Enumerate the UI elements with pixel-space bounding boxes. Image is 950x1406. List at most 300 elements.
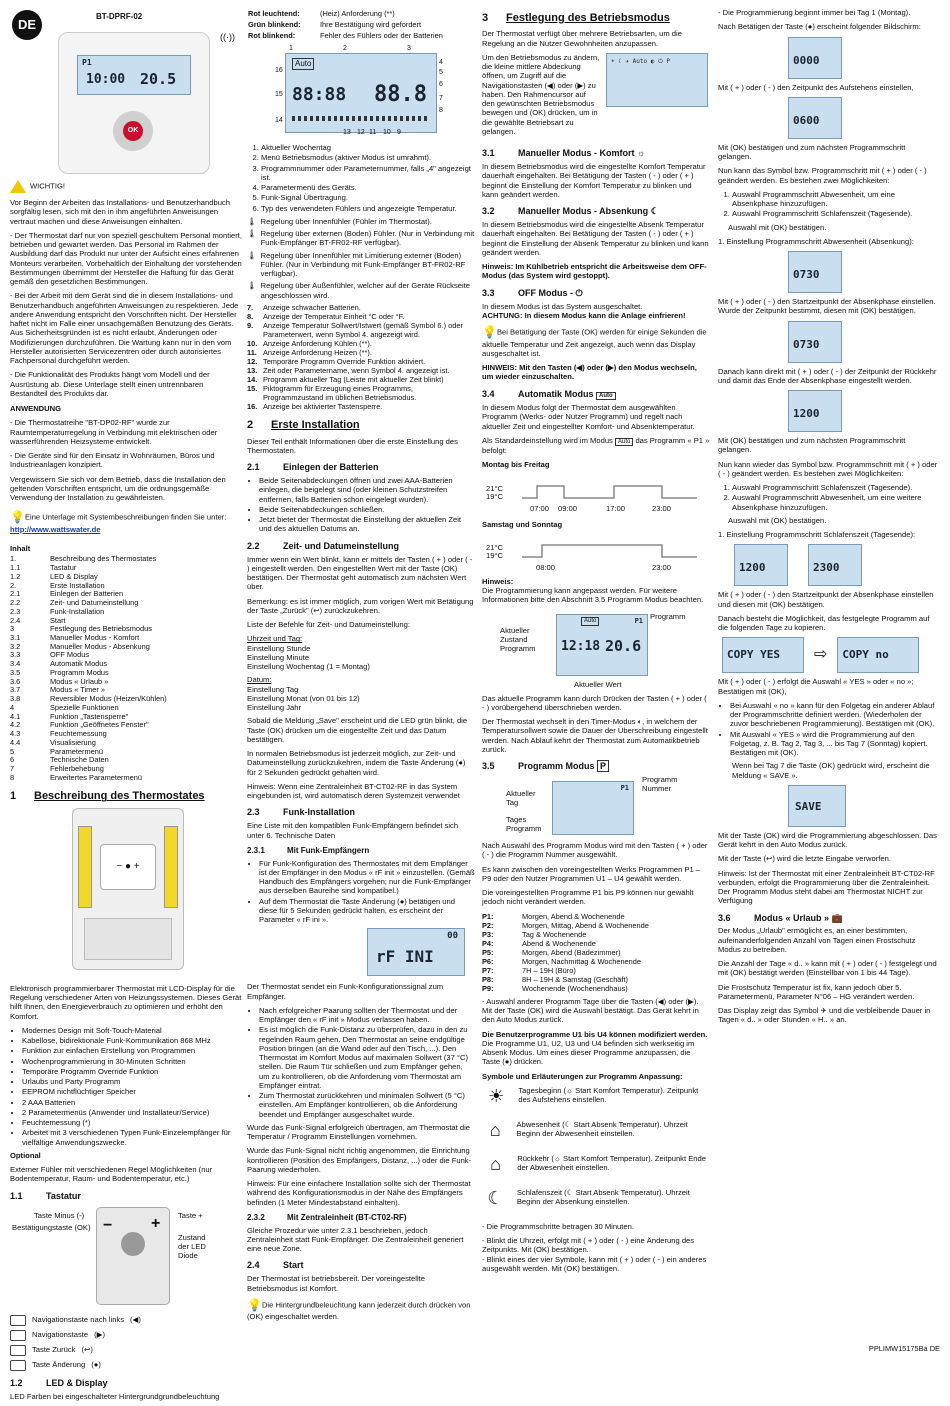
- doc-note-text: Eine Unterlage mit Systembeschreibungen finden Sie unter:: [24, 512, 227, 522]
- program-row: [482, 984, 710, 993]
- program-key: P3:: [482, 929, 494, 939]
- sec231-heading: 2.3.1 Mit Funk-Empfängern: [247, 845, 370, 855]
- feature-item: • Modernes Design mit Soft-Touch-Material: [22, 1026, 242, 1035]
- we-temp-high: 21°C: [486, 542, 503, 552]
- toc-row: [10, 608, 242, 617]
- toc-row: [10, 643, 242, 652]
- toc-num: 1.2: [10, 571, 21, 581]
- led-state-key: Rot leuchtend:: [248, 9, 300, 18]
- display-item-2-text: Anzeige bei aktivierter Tastensperre.: [263, 402, 383, 412]
- we-temp-low: 19°C: [486, 550, 503, 560]
- sec34-p2a: Als Standardeinstellung wird im Modus: [482, 435, 613, 445]
- sec35-p8: - Blinkt eines der vier Symbole, kann mit ( + ) oder ( - ) ein anderes ausgewählt werden. Mit (OK) bestätigen.: [482, 1254, 707, 1273]
- program-step-text: Schlafenszeit (☾ Start Absenk Temperatur). Uhrzeit Beginn der Absenkung einstellen.: [516, 1187, 690, 1207]
- display-item-2-num: 11.: [247, 348, 257, 357]
- program-desc: Wochenende (Wochenendhaus): [522, 983, 628, 993]
- rf-step: • Auf dem Thermostat die Taste Änderung (●) betätigen und diese für 5 Sekunden gedrückt halten, es erscheint der Parameter « rF ini ».: [259, 897, 475, 925]
- sec22-p6: Hinweis: Wenn eine Zentraleinheit BT-CT02-RF in das System eingebunden ist, wird automatisch deren Systemzeit verwendet: [247, 781, 460, 801]
- toc-label: Start: [50, 615, 66, 625]
- toc-num: 1.1: [10, 563, 21, 573]
- wk-time-2: 09:00: [558, 503, 578, 513]
- sec2-heading: 2 Erste Installation: [247, 419, 360, 432]
- sec35-p4: - Auswahl anderer Programm Tage über die Tasten (◀) oder (▶). Mit der Taste (OK) wird die Auswahl bestätigt. Das Gerät kehrt in den Auto Modus zurück.: [482, 996, 699, 1025]
- weekday-schedule: [482, 472, 710, 516]
- toc-label: Spezielle Funktionen: [50, 702, 119, 712]
- display-item: 6. Typ des verwendeten Fühlers und angezeigte Temperatur.: [261, 204, 475, 213]
- feature-item: • EEPROM nichtflüchtiger Speicher: [22, 1087, 242, 1096]
- keypad-ok-button[interactable]: [121, 1232, 145, 1256]
- toc-label: Funktion „Geöffnetes Fenster": [50, 720, 149, 730]
- thermometer-icon: 🌡: [247, 281, 257, 291]
- sec232-heading: 2.3.2 Mit Zentraleinheit (BT-CT02-RF): [247, 1212, 407, 1222]
- display-item-2-row: [247, 312, 475, 321]
- label-nummer: Programm Nummer: [642, 775, 678, 794]
- lightbulb-icon-2: 💡: [247, 1297, 262, 1312]
- date-title: Datum:: [247, 675, 272, 685]
- sensor-type-row: [247, 281, 475, 300]
- toc-num: 2.1: [10, 589, 21, 599]
- sec36-heading: 3.6 Modus « Urlaub » 💼: [718, 912, 843, 923]
- keypad-body: [96, 1207, 170, 1305]
- display-item-2-text: Temporäre Programm Override Funktion aktiviert.: [263, 357, 426, 367]
- feature-item: • 2 Parametermenüs (Anwender und Installateur/Service): [22, 1108, 242, 1117]
- thermostat-image: [58, 32, 210, 174]
- back-key-icon: [10, 1345, 26, 1356]
- toc-row: [10, 651, 242, 660]
- option-item: 1. Auswahl Programmschritt Abwesenheit, um eine Absenkphase hinzuzufügen.: [732, 190, 940, 209]
- sec34-p4: Der Thermostat wechselt in den Timer-Modus ◐, in welchem der Temperatursollwert sowie die Dauer der Überschreibung eingestellt werden. Nach Ablauf kehrt der Thermostat zum Automatikbetrieb zurück.: [482, 717, 708, 754]
- program-key: P4:: [482, 938, 494, 948]
- toc-label: Fehlerbehebung: [50, 764, 104, 773]
- led-state-key: Grün blinkend:: [248, 20, 301, 30]
- lcd-copy-no: COPY no: [837, 637, 919, 673]
- toc-label: Manueller Modus - Absenkung: [50, 641, 150, 651]
- sec22-p1: Immer wenn ein Wert blinkt, kann er mittels der Tasten ( + ) oder ( - ) eingestellt werden. Den eingestellten Wert mit der Taste (OK) bestätigen. Der Thermostat geht automatisch zum nächsten Wert über.: [247, 554, 473, 592]
- rf-check-steps: [247, 1006, 475, 1119]
- toc-row: [10, 678, 242, 687]
- toc-row: [10, 669, 242, 678]
- display-item-2-num: 13.: [247, 366, 258, 376]
- display-item-2-num: 7.: [247, 302, 254, 312]
- sec35-p7: - Blinkt die Uhrzeit, erfolgt mit ( + ) oder ( - ) eine Änderung des Zeitpunkts. Mit (OK) bestätigen.: [482, 1236, 695, 1255]
- features-list: [10, 1026, 242, 1147]
- feature-item: • Feuchtemessung (*): [22, 1118, 242, 1127]
- callout-13: 13: [343, 129, 351, 137]
- display-item-2-row: [247, 303, 475, 312]
- sec32-hint: Hinweis: Im Kühlbetrieb entspricht die Arbeitsweise dem OFF-Modus (das System wird gestoppt).: [482, 262, 707, 281]
- battery-steps: [247, 476, 475, 534]
- date-item: Einstellung Tag: [247, 684, 299, 694]
- minus-button[interactable]: −: [103, 1216, 113, 1234]
- led-state-key: Rot blinkend:: [248, 31, 296, 41]
- sec23-heading: 2.3 Funk-Installation: [247, 807, 355, 818]
- diag-auto: Auto: [581, 617, 599, 626]
- toc-num: 3.7: [10, 685, 21, 695]
- ok-button[interactable]: OK: [123, 121, 143, 141]
- c4-p13: 1. Einstellung Programmschritt Schlafenszeit (Tagesende):: [718, 530, 916, 539]
- c4-p3: Mit ( + ) oder ( - ) den Zeitpunkt des Aufstehens einstellen,: [718, 82, 914, 92]
- display-item: 3. Programmnummer oder Parameternummer, falls „4" angezeigt ist.: [261, 164, 475, 183]
- toc-num: 5: [10, 746, 15, 756]
- thermometer-icon: 🌡: [247, 229, 257, 239]
- display-item: 5. Funk-Signal Übertragung.: [261, 193, 475, 202]
- program-desc: Morgen, Mittag, Abend & Wochenende: [522, 920, 649, 930]
- auto-icon-2: Auto: [615, 438, 633, 446]
- toc-label: Reversibler Modus (Heizen/Kühlen): [50, 694, 167, 704]
- battery-right: [164, 826, 178, 908]
- program-row: [482, 930, 710, 939]
- sensor-type-text: Regelung über Innenfühler mit Limitierung externer (Boden) Fühler. (Nur in Verbindung mit Funk-Empfänger BT-FR02-RF verfügbar).: [260, 250, 466, 279]
- c4-p8: Mit ( + ) oder ( - ) den Startzeitpunkt der Absenkphase einstellen. Wurde der Zeitpunkt bestimmt, diesen mit (OK) bestätigen.: [718, 297, 936, 316]
- program-row: [482, 948, 710, 957]
- sec33b-p2: HINWEIS: Mit den Tasten (◀) oder (▶) den Modus wechseln, um wieder einzuschalten.: [482, 363, 697, 382]
- ok-label: Bestätigungstaste (OK): [12, 1222, 91, 1232]
- toc-num: 3.1: [10, 632, 21, 642]
- feature-item: • Temporäre Programm Override Funktion: [22, 1067, 242, 1076]
- program-desc: Abend & Wochenende: [522, 938, 596, 948]
- program-key: P9:: [482, 983, 494, 993]
- c4-p20: Hinweis: Ist der Thermostat mit einer Zentraleinheit BT-CT02-RF verbunden, erfolgt die Programmierung über die Zentraleinheit. Der Programm Modus steht dabei am Thermostat NICHT zur Verfügung: [718, 868, 935, 906]
- toc-row: [10, 695, 242, 704]
- feature-item: • Wochenprogrammierung in 30-Minuten Schritten: [22, 1057, 242, 1066]
- sec35-heading: 3.5 Programm Modus P: [482, 761, 710, 772]
- we-time-1: 08:00: [536, 562, 556, 572]
- sec35-p5-title: Die Benutzerprogramme U1 bis U4 können modifiziert werden.: [482, 1029, 708, 1039]
- toc-row: [10, 774, 242, 783]
- suitcase-icon: 💼: [831, 912, 843, 923]
- date-item: Einstellung Monat (von 01 bis 12): [247, 693, 360, 703]
- optional-text: Externer Fühler mit verschiedenen Regel Möglichkeiten (nur Bodentemperatur, Raum- und Bodentemperatur, etc.): [10, 1165, 213, 1184]
- warning-icon: [10, 180, 26, 193]
- led-state-value: Fehler des Fühlers oder der Batterien: [320, 31, 443, 41]
- program-desc: Tag & Wochenende: [522, 929, 587, 939]
- language-badge: DE: [12, 10, 42, 40]
- sec34-p2b: das Programm « P1 » befolgt:: [482, 435, 710, 456]
- display-item-2-row: [247, 402, 475, 411]
- toc-label: Visualisierung: [50, 737, 96, 747]
- c4-p19: Mit der Taste (↩) wird die letzte Eingabe verworfen.: [718, 854, 891, 864]
- toc-label: Modus « Urlaub »: [50, 676, 109, 686]
- weekend-profile: [522, 531, 702, 563]
- anwendung-title: ANWENDUNG: [10, 404, 62, 413]
- c4-p7: 1. Einstellung Programmschritt Abwesenheit (Absenkung):: [718, 236, 914, 246]
- display-item-2-text: Zeit oder Parametername, wenn Symbol 4. angezeigt ist.: [263, 366, 450, 376]
- rf-check-step: • Zum Thermostat zurückkehren und minimalen Sollwert (5 °C) einstellen. Am Empfänger kontrollieren, ob die Anforderung beendet und Empfänger ausgeschaltet wurde.: [259, 1091, 475, 1119]
- sec22-p4: Sobald die Meldung „Save" erscheint und die LED grün blinkt, die Taste (OK) drücken um die eingestellte Zeit und das Datum bestätigen.: [247, 716, 468, 744]
- diagram-temp: 88.8: [374, 82, 427, 108]
- plus-label: Taste +: [178, 1210, 203, 1220]
- label-tages: Tages Programm: [506, 815, 542, 834]
- lcd-step-4: 0730: [788, 321, 842, 363]
- program-desc: Morgen, Abend & Wochenende: [522, 911, 625, 921]
- sec35-p1: Nach Auswahl des Programm Modus wird mit den Tasten ( + ) oder ( - ) die Programm Nummer ausgewählt.: [482, 841, 708, 860]
- copy-item: • Mit Auswahl « YES » wird die Programmierung auf den Folgetag, z. B. Tag 2, Tag 3, ... bis Tag 7 (Sonntag) kopiert. Bestätigen mit (OK).: [730, 730, 940, 758]
- copy-items: [718, 701, 940, 758]
- sec35-p3: Die voreingestellten Programme P1 bis P9 können nur gewählt jedoch nicht verändert werden.: [482, 888, 694, 907]
- sec36-p3: Die Frostschutz Temperatur ist fix, kann jedoch über 5. Parametermenü, Parameter N°06 – HG verändert werden.: [718, 982, 915, 1001]
- display-item-2-num: 12.: [247, 357, 258, 367]
- sensor-type-row: [247, 229, 475, 248]
- weekday-profile: [522, 472, 702, 504]
- anwendung-p3: Vergewissern Sie sich vor dem Betrieb, dass die Installation den geltenden Vorschriften entspricht, um die ordnungsgemäße Verwendung der Installation zu gewährleisten.: [10, 474, 226, 502]
- radio-signal-icon: ((·)): [220, 32, 235, 42]
- sec33-warn: ACHTUNG: In diesem Modus kann die Anlage einfrieren!: [482, 310, 686, 320]
- change-key-icon: [10, 1360, 26, 1371]
- symbols-list: [482, 1086, 710, 1212]
- sec11-heading: 1.1 Tastatur: [10, 1190, 81, 1201]
- sec1-heading: 1 Beschreibung des Thermostates: [10, 790, 205, 803]
- lcd-step-5: 1200: [788, 390, 842, 432]
- time-item: Einstellung Minute: [247, 652, 310, 662]
- label-programm: Programm: [650, 611, 686, 621]
- callout-10: 10: [383, 129, 391, 137]
- warning-p1: Vor Beginn der Arbeiten das Installations- und Benutzerhandbuch sorgfältig lesen, sich mit den in ihm angeführten Anweisungen vertraut machen und diese Anweisungen einhalten.: [10, 198, 230, 226]
- c4-p16: Mit ( + ) oder ( - ) erfolgt die Auswahl « YES » oder « no »; Bestätigen mit (OK),: [718, 677, 914, 696]
- comfort-icon: ☼: [637, 148, 646, 159]
- callout-2: 2: [343, 45, 347, 53]
- wk-time-1: 07:00: [530, 503, 550, 513]
- display-item-2-text: Anzeige schwacher Batterien.: [263, 302, 361, 312]
- device-temp: 20.5: [140, 70, 177, 88]
- doc-link[interactable]: http://www.wattswater.de: [10, 524, 101, 534]
- toc-label: Manueller Modus - Komfort: [50, 632, 140, 642]
- toc-num: 3.6: [10, 676, 21, 686]
- sec36-p4: Das Display zeigt das Symbol ✈ und die verbleibende Dauer in Tagen « d.. » oder Stunden « H.. » an.: [718, 1006, 931, 1025]
- toc-label: Funk-Installation: [50, 606, 105, 616]
- program-step-icon: ☾: [487, 1187, 504, 1208]
- warning-p4: - Die Funktionalität des Produkts hängt vom Modell und der Ausrüstung ab. Diese Unterlage stellt einen untrennbaren Bestandteil des Produkts dar.: [10, 370, 210, 398]
- weekend-schedule: [482, 531, 710, 575]
- toc-label: Programm Modus: [50, 667, 109, 677]
- sec34-hint: Die Programmierung kann angepasst werden. Für weitere Informationen bitte den Abschnitt 3.5 Programm Modus beachten.: [482, 586, 704, 605]
- lcd-save: SAVE: [788, 785, 846, 827]
- lightbulb-icon-3: 💡: [482, 325, 497, 340]
- program-desc: Morgen, Nachmittag & Wochenende: [522, 956, 642, 966]
- toc-label: Automatik Modus: [50, 659, 108, 669]
- diag-temp: 20.6: [605, 636, 642, 655]
- display-item-2-row: [247, 357, 475, 366]
- toc-num: 2.: [10, 580, 17, 590]
- program-key: P7:: [482, 965, 494, 975]
- power-icon: ⏻: [575, 287, 583, 298]
- date-item: Einstellung Jahr: [247, 703, 302, 713]
- callout-12: 12: [357, 129, 365, 137]
- display-item-2-num: 14.: [247, 375, 258, 385]
- sec36-p1: Der Modus „Urlaub" ermöglicht es, an einer bestimmten, aufeinanderfolgenden Anzahl von Tagen einen Frostschutz Modus zu betreiben.: [718, 926, 916, 954]
- display-item-2-row: [247, 366, 475, 375]
- sec12-heading: 1.2 LED & Display: [10, 1377, 108, 1388]
- callout-5: 5: [439, 69, 443, 77]
- warning-p3: - Bei der Arbeit mit dem Gerät sind die in diesem Installations- und Benutzerhandbuch angeführten Anweisungen zu respektieren. Jede andere Anwendung entspricht den Vorschriften nicht. Der Hersteller haftet nicht im Falle einer unsachgemäßen Benutzung des Geräts. Aus Sicherheitsgründen ist es nicht erlaubt, Änderungen oder Modifizierungen durchzuführen. Die Wartung kann nur in den vom Hersteller autorisierten Servicezentren oder durch autorisiertes Fachpersonal durchgeführt werden.: [10, 291, 239, 365]
- auto-icon: Auto: [596, 392, 616, 400]
- program-row: [482, 939, 710, 948]
- sec22-p5: In normalen Betriebsmodus ist jederzeit möglich, zur Zeit- und Datumeinstellung zurückzukehren, indem die Taste Änderung (●) für 2 Sekunden gedrückt gehalten wird.: [247, 749, 466, 777]
- display-item-2-text: Programm aktueller Tag (Leiste mit aktueller Zeit blinkt): [263, 375, 444, 385]
- sec24-p1: Der Thermostat ist betriebsbereit. Der voreingestellte Betriebsmodus ist Komfort.: [247, 1274, 425, 1293]
- toc-num: 4: [10, 702, 15, 712]
- c4-p14: Mit ( + ) oder ( - ) den Startzeitpunkt der Absenkphase einstellen und diesen mit (OK) bestätigen.: [718, 590, 934, 609]
- display-item-2-row: [247, 321, 475, 339]
- program-icon: P: [597, 760, 609, 772]
- display-item: 1. Aktueller Wochentag: [261, 143, 475, 152]
- anwendung-p1: - Die Thermostatreihe "BT-DP02-RF" wurde zur Raumtemperaturregelung in Verbindung mit elektrischen oder wasserführenden Heizsysteme entwickelt.: [10, 418, 218, 446]
- program-mode-diagram: [482, 775, 710, 841]
- c4-p2: Nach Betätigen der Taste (●) erscheint folgender Bildschirm:: [718, 22, 921, 32]
- toc-num: 3: [10, 624, 15, 634]
- device-lcd: [77, 55, 191, 95]
- rf-init-lcd: 00 rF INI: [367, 928, 465, 976]
- feature-item: • Funktion zur einfachen Erstellung von Programmen: [22, 1046, 242, 1055]
- toc-label: OFF Modus: [50, 650, 90, 660]
- callout-7: 7: [439, 95, 443, 103]
- display-item-2-num: 15.: [247, 384, 258, 394]
- toc-row: [10, 555, 242, 564]
- display-item-2-num: 10.: [247, 338, 258, 348]
- c4-p1: - Die Programmierung beginnt immer bei Tag 1 (Montag).: [718, 8, 911, 17]
- sec24-p2: Die Hintergrundbeleuchtung kann jederzeit durch drücken von (OK) eingeschaltet werden.: [247, 1300, 471, 1322]
- toc-num: 8: [10, 772, 15, 782]
- time-title: Uhrzeit und Tag:: [247, 634, 303, 644]
- toc-num: 3.4: [10, 659, 21, 669]
- date-items: [247, 685, 475, 713]
- callout-1: 1: [289, 45, 293, 53]
- battery-step: • Beide Seitenabdeckungen schließen.: [259, 505, 475, 514]
- program-row: [482, 912, 710, 921]
- program-list: [482, 912, 710, 993]
- toc-row: [10, 756, 242, 765]
- toc-num: 3.3: [10, 650, 21, 660]
- program-step-text: Abwesenheit (☾ Start Absenk Temperatur). Uhrzeit Beginn der Abwesenheit einstellen.: [516, 1119, 688, 1139]
- callout-14: 14: [275, 117, 283, 125]
- sec23-p1: Eine Liste mit den kompatiblen Funk-Empfängern befindet sich unter 6. Technische Daten: [247, 821, 459, 840]
- minus-label: Taste Minus (-): [34, 1210, 85, 1220]
- thermostat-open-image: [10, 808, 242, 978]
- c4-p12: Auswahl mit (OK) bestätigen.: [728, 515, 827, 525]
- rf-check-step: • Nach erfolgreicher Paarung sollten der Thermostat und der Empfänger den « rF init » Modus verlassen haben.: [259, 1006, 475, 1025]
- options-list-1: [718, 190, 940, 219]
- column-1: [10, 180, 242, 1406]
- callout-9: 9: [397, 129, 401, 137]
- program-row: [482, 957, 710, 966]
- battery-step: • Jetzt bietet der Thermostat die Einstellung der aktuellen Zeit und des aktuellen Datums an.: [259, 515, 475, 534]
- c4-p17: Wenn bei Tag 7 die Taste (OK) gedrückt wird, erscheint die Meldung « SAVE ».: [732, 761, 930, 780]
- sec32-text: In diesem Betriebsmodus wird die eingestellte Absenk Temperatur dauerhaft eingehalten. Bei Betätigung der Tasten ( - ) oder ( + ) beginnt die Einstellung der Absenk Temperatur zu blinken und kann geändert werden.: [482, 220, 709, 257]
- sec3-p1: Der Thermostat verfügt über mehrere Betriebsarten, um die Regelung an die Nutzer Gewohnheiten anzupassen.: [482, 29, 682, 48]
- arrow-icon: ⇨: [814, 646, 828, 664]
- program-step-icon: ⌂: [490, 1153, 502, 1174]
- toc-row: [10, 599, 242, 608]
- feature-item: • Urlaubs und Party Programm: [22, 1077, 242, 1086]
- label-wert: Aktueller Wert: [574, 679, 622, 689]
- toc-label: Erweitertes Parametermenü: [50, 772, 143, 782]
- anwendung-p2: - Die Geräte sind für den Einsatz in Wohnräumen, Büros und Industrieanlagen konzipiert.: [10, 451, 215, 470]
- lcd-copy-yes: COPY YES: [722, 637, 804, 673]
- toc-num: 2.4: [10, 615, 21, 625]
- sec34-p3: Das aktuelle Programm kann durch Drücken der Tasten ( + ) oder ( - ) vorübergehend überschrieben werden.: [482, 693, 707, 712]
- legend-right: Navigationstaste (▶): [10, 1330, 242, 1341]
- display-item-2-row: [247, 375, 475, 384]
- led-state-row: [247, 8, 444, 19]
- program-row: [482, 921, 710, 930]
- program-key: P6:: [482, 956, 494, 966]
- display-items-2: [247, 303, 475, 411]
- rf-steps: [247, 859, 475, 925]
- sec35-p2: Es kann zwischen den voreingestellten Werks Programmen P1 – P9 oder den Nutzer Programmen U1 – U4 gewählt werden.: [482, 864, 701, 883]
- sec22-p2: Bemerkung: es ist immer möglich, zum vorigen Wert mit Betätigung der Taste „Zurück" (↩) zurückzukehren.: [247, 596, 474, 615]
- device-prog: P1: [82, 58, 92, 67]
- sec23-p6: Gleiche Prozedur wie unter 2.3.1 beschrieben, jedoch Zentraleinheit statt Funk-Empfänger. Die Zentraleinheit generiert eine neue Zone.: [247, 1225, 464, 1254]
- toc-table: [10, 555, 242, 782]
- time-item: Einstellung Wochentag (1 = Montag): [247, 662, 370, 672]
- device-time: 10:00: [86, 72, 126, 87]
- sensor-types: [247, 217, 475, 300]
- options-list-2: [718, 483, 940, 512]
- sec23-p4: Wurde das Funk-Signal nicht richtig angenommen, die Einrichtung kontrollieren (Position des Empfängers, Distanz, ...) oder die Funk-Paarung wiederholen.: [247, 1146, 472, 1174]
- display-item-2-text: Anzeige Temperatur Sollwert/Istwert (gemäß Symbol 6.) oder Parameterwert, wenn Symbol 4. angezeigt wird.: [263, 320, 463, 339]
- legend-back: Taste Zurück (↩): [10, 1345, 242, 1356]
- time-item: Einstellung Stunde: [247, 643, 311, 653]
- option-item: 2. Auswahl Programmschritt Schlafenszeit (Tagesende).: [732, 209, 940, 218]
- diagram-mode-auto: Auto: [292, 58, 314, 70]
- display-item-2-row: [247, 348, 475, 357]
- c4-p6: Auswahl mit (OK) bestätigen.: [728, 222, 827, 232]
- sec24-heading: 2.4 Start: [247, 1260, 304, 1271]
- plus-button[interactable]: +: [151, 1214, 161, 1232]
- callout-16: 16: [275, 67, 283, 75]
- mode-select-lcd: ☀ ☾ ✈ Auto ◐ ⏻ P: [606, 53, 708, 107]
- weekday-title: Montag bis Freitag: [482, 460, 550, 470]
- c4-p11: Nun kann wieder das Symbol bzw. Programmschritt mit ( + ) oder ( - ) geändert werden. Es bestehen zwei Möglichkeiten:: [718, 459, 938, 478]
- thermometer-icon: 🌡: [247, 216, 257, 226]
- sec33b-p1: Bei Betätigung der Taste (OK) werden für einige Sekunden die aktuelle Temperatur und Zeit angezeigt, auch wenn das Display ausgeschaltet ist.: [482, 327, 707, 358]
- sec23-p2: Der Thermostat sendet ein Funk-Konfigurationssignal zum Empfänger.: [247, 982, 444, 1001]
- option-item: 2. Auswahl Programmschritt Abwesenheit, um eine weitere Absenkphase hinzuzufügen.: [732, 493, 940, 512]
- sec34-hint-title: Hinweis:: [482, 576, 514, 586]
- toc-num: 3.8: [10, 694, 21, 704]
- toc-label: Feuchtemessung: [50, 729, 107, 739]
- column-2: [247, 8, 475, 1327]
- sec36-p2: Die Anzahl der Tage « d.. » kann mit ( + ) oder ( - ) festgelegt und mit (OK) bestätigt werden (Einstellbar von 1 bis 44 Tage).: [718, 959, 937, 978]
- sec32-heading: 3.2 Manueller Modus - Absenkung ☾: [482, 206, 659, 217]
- display-item-2-row: [247, 384, 475, 402]
- prog-lcd-num: P1: [620, 784, 629, 793]
- display-item-2-num: 9.: [247, 320, 254, 330]
- sec35-p5: Die Programme U1, U2, U3 und U4 befinden sich werkseitig im Absenk Modus. Um eines dieser Programme anzupassen, die Taste (●) drücken.: [482, 1038, 695, 1067]
- display-item-2-row: [247, 339, 475, 348]
- toc-label: Modus « Timer »: [50, 685, 106, 695]
- toc-num: 1.: [10, 554, 17, 564]
- sensor-type-text: Regelung über externen (Boden) Fühler. (Nur in Verbindung mit Funk-Empfänger BT-FR02-RF verfügbar).: [260, 229, 475, 248]
- sensor-type-text: Regelung über Außenfühler, welcher auf der Geräte Rückseite angeschlossen wird.: [260, 281, 471, 300]
- toc-label: Festlegung des Betriebsmodus: [50, 624, 152, 634]
- toc-num: 4.2: [10, 720, 21, 730]
- column-3: [482, 8, 710, 1278]
- c4-p15: Danach besteht die Möglichkeit, das festgelegte Programm auf die folgenden Tage zu kopieren.: [718, 613, 930, 632]
- sec12-text: LED Farben bei eingeschalteter Hintergrundgrundbeleuchtung: [10, 1391, 220, 1401]
- toc-num: 4.1: [10, 711, 21, 721]
- rf-step: • Für Funk-Konfiguration des Thermostates mit dem Empfänger ist der Empfänger in den Modus « rF init » einzustellen. (Gemäß Handbuch des Empfängers vorgehen; nur die Funk-Empfänger aus derselben Baureihe sind kompatibel.): [259, 859, 475, 896]
- legend-left: Navigationstaste nach links (◀): [10, 1315, 242, 1326]
- led-state-value: (Heiz) Anforderung (**): [320, 9, 395, 18]
- sec21-heading: 2.1 Einlegen der Batterien: [247, 462, 379, 473]
- display-item: 4. Parametermenü des Geräts.: [261, 183, 475, 192]
- lightbulb-icon: 💡: [10, 510, 25, 525]
- display-item-2-text: Anzeige Anforderung Kühlen (**).: [263, 338, 372, 348]
- program-step-icon: ☀: [488, 1085, 505, 1106]
- toc-label: Einlegen der Batterien: [50, 589, 124, 599]
- weekend-title: Samstag und Sonntag: [482, 519, 563, 529]
- program-desc: 8H – 19H & Samstag (Geschäft): [522, 974, 628, 984]
